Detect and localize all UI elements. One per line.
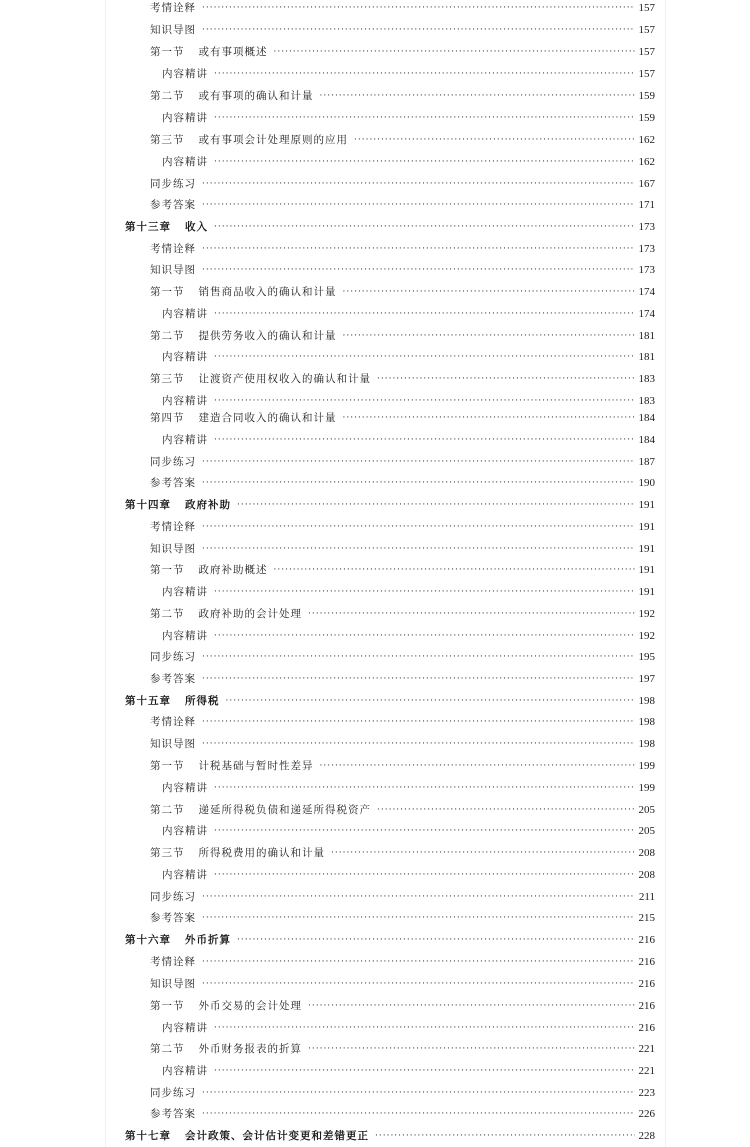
toc-entry-sub[interactable] xyxy=(150,22,655,38)
dot-leader xyxy=(202,0,635,16)
toc-entry-page-number: 192 xyxy=(638,630,655,642)
toc-entry-title: 内容精讲 xyxy=(162,825,208,837)
toc-entry-page-number: 216 xyxy=(638,956,655,968)
toc-entry-page-number: 157 xyxy=(638,68,655,80)
toc-entry-label xyxy=(162,432,214,448)
toc-entry-label xyxy=(150,758,320,774)
toc-entry-title: 内容精讲 xyxy=(162,112,208,124)
toc-entry-section[interactable] xyxy=(150,44,655,60)
toc-entry-label xyxy=(150,845,331,861)
toc-entry-label xyxy=(162,349,214,365)
toc-entry-label xyxy=(150,88,320,104)
dot-leader xyxy=(214,154,635,170)
toc-entry-title: 内容精讲 xyxy=(162,869,208,881)
toc-entry-sub[interactable] xyxy=(150,475,655,491)
dot-leader xyxy=(237,497,635,513)
toc-entry-number: 第十七章 xyxy=(125,1130,171,1142)
dot-leader xyxy=(202,976,635,992)
dot-leader xyxy=(214,867,635,883)
dot-leader xyxy=(274,44,635,60)
toc-entry-page-number: 205 xyxy=(638,804,655,816)
toc-entry-title: 内容精讲 xyxy=(162,586,208,598)
toc-entry-title: 政府补助 xyxy=(185,499,231,511)
toc-entry-number: 第二节 xyxy=(150,90,185,102)
dot-leader xyxy=(214,349,635,365)
toc-entry-title: 递延所得税负债和递延所得税资产 xyxy=(198,804,371,816)
dot-leader xyxy=(202,736,635,752)
toc-entry-label xyxy=(150,910,202,926)
toc-entry-number: 第二节 xyxy=(150,330,185,342)
toc-entry-number: 第二节 xyxy=(150,608,185,620)
toc-entry-content[interactable] xyxy=(162,393,655,409)
toc-entry-title: 同步练习 xyxy=(150,456,196,468)
toc-entry-label xyxy=(150,197,202,213)
toc-entry-title: 考情诠释 xyxy=(150,716,196,728)
toc-entry-content[interactable] xyxy=(162,66,655,82)
toc-entry-sub[interactable] xyxy=(150,889,655,905)
toc-entry-label xyxy=(150,1106,202,1122)
toc-entry-section[interactable] xyxy=(150,284,655,300)
toc-entry-label xyxy=(162,393,214,409)
toc-entry-title: 参考答案 xyxy=(150,673,196,685)
toc-entry-content[interactable] xyxy=(162,867,655,883)
toc-entry-number: 第三节 xyxy=(150,134,185,146)
toc-entry-sub[interactable] xyxy=(150,541,655,557)
dot-leader xyxy=(214,306,635,322)
dot-leader xyxy=(202,910,635,926)
toc-entry-sub[interactable] xyxy=(150,0,655,16)
toc-entry-title: 同步练习 xyxy=(150,651,196,663)
toc-entry-sub[interactable] xyxy=(150,910,655,926)
toc-entry-page-number: 198 xyxy=(638,716,655,728)
toc-entry-title: 同步练习 xyxy=(150,891,196,903)
toc-entry-label xyxy=(150,802,377,818)
toc-entry-title: 或有事项概述 xyxy=(198,46,268,58)
toc-entry-title: 内容精讲 xyxy=(162,68,208,80)
dot-leader xyxy=(202,649,635,665)
dot-leader xyxy=(202,889,635,905)
dot-leader xyxy=(214,1063,635,1079)
toc-entry-page-number: 199 xyxy=(638,760,655,772)
dot-leader xyxy=(202,1085,635,1101)
toc-entry-title: 内容精讲 xyxy=(162,1065,208,1077)
toc-entry-label xyxy=(162,110,214,126)
toc-entry-page-number: 190 xyxy=(638,477,655,489)
toc-entry-page-number: 183 xyxy=(638,373,655,385)
toc-entry-title: 收入 xyxy=(185,221,208,233)
toc-entry-label xyxy=(150,44,274,60)
toc-entry-content[interactable] xyxy=(162,1063,655,1079)
toc-entry-title: 参考答案 xyxy=(150,912,196,924)
toc-entry-label xyxy=(150,262,202,278)
toc-entry-sub[interactable] xyxy=(150,954,655,970)
toc-entry-title: 知识导图 xyxy=(150,738,196,750)
toc-entry-title: 计税基础与暂时性差异 xyxy=(198,760,314,772)
toc-entry-title: 政府补助概述 xyxy=(198,564,268,576)
dot-leader xyxy=(274,562,635,578)
toc-entry-label xyxy=(162,780,214,796)
toc-entry-label xyxy=(125,219,214,235)
dot-leader xyxy=(202,954,635,970)
dot-leader xyxy=(202,197,635,213)
toc-entry-number: 第一节 xyxy=(150,760,185,772)
dot-leader xyxy=(214,780,635,796)
toc-entry-page-number: 195 xyxy=(638,651,655,663)
toc-entry-chapter[interactable] xyxy=(125,932,655,948)
toc-entry-title: 外币交易的会计处理 xyxy=(198,1000,302,1012)
dot-leader xyxy=(343,410,635,426)
toc-entry-label xyxy=(162,66,214,82)
toc-entry-page-number: 198 xyxy=(638,738,655,750)
toc-entry-section[interactable] xyxy=(150,998,655,1014)
toc-entry-number: 第四节 xyxy=(150,412,185,424)
toc-entry-content[interactable] xyxy=(162,628,655,644)
toc-entry-label xyxy=(150,22,202,38)
toc-entry-page-number: 174 xyxy=(638,308,655,320)
toc-entry-section[interactable] xyxy=(150,802,655,818)
dot-leader xyxy=(202,241,635,257)
toc-entry-label xyxy=(162,306,214,322)
toc-entry-section[interactable] xyxy=(150,1041,655,1057)
dot-leader xyxy=(214,110,635,126)
toc-entry-title: 内容精讲 xyxy=(162,1022,208,1034)
toc-entry-label xyxy=(150,976,202,992)
toc-entry-title: 让渡资产使用权收入的确认和计量 xyxy=(198,373,371,385)
toc-entry-page-number: 167 xyxy=(638,178,655,190)
toc-entry-title: 考情诠释 xyxy=(150,243,196,255)
dot-leader xyxy=(202,519,635,535)
toc-entry-section[interactable] xyxy=(150,845,655,861)
toc-entry-page-number: 221 xyxy=(638,1043,655,1055)
toc-entry-title: 内容精讲 xyxy=(162,395,208,407)
toc-entry-label xyxy=(150,475,202,491)
toc-entry-label xyxy=(150,176,202,192)
toc-entry-label xyxy=(162,1063,214,1079)
dot-leader xyxy=(202,1106,635,1122)
toc-entry-label xyxy=(150,410,343,426)
toc-entry-content[interactable] xyxy=(162,432,655,448)
toc-entry-page-number: 174 xyxy=(638,286,655,298)
toc-entry-label xyxy=(162,628,214,644)
toc-entry-page-number: 184 xyxy=(638,434,655,446)
dot-leader xyxy=(214,432,635,448)
toc-entry-label xyxy=(150,454,202,470)
toc-entry-title: 建造合同收入的确认和计量 xyxy=(198,412,337,424)
toc-entry-chapter[interactable] xyxy=(125,1128,655,1144)
dot-leader xyxy=(377,802,635,818)
toc-entry-title: 参考答案 xyxy=(150,1108,196,1120)
toc-entry-title: 内容精讲 xyxy=(162,308,208,320)
toc-entry-page-number: 199 xyxy=(638,782,655,794)
toc-entry-label xyxy=(162,823,214,839)
toc-entry-title: 销售商品收入的确认和计量 xyxy=(198,286,337,298)
toc-entry-number: 第二节 xyxy=(150,1043,185,1055)
toc-entry-title: 内容精讲 xyxy=(162,630,208,642)
toc-entry-label xyxy=(150,371,377,387)
toc-entry-page-number: 191 xyxy=(638,586,655,598)
toc-entry-title: 政府补助的会计处理 xyxy=(198,608,302,620)
toc-entry-page-number: 181 xyxy=(638,330,655,342)
dot-leader xyxy=(214,1020,635,1036)
toc-entry-page-number: 173 xyxy=(638,243,655,255)
toc-entry-section[interactable] xyxy=(150,410,655,426)
toc-entry-content[interactable] xyxy=(162,584,655,600)
toc-entry-content[interactable] xyxy=(162,110,655,126)
toc-entry-title: 考情诠释 xyxy=(150,2,196,14)
toc-entry-page-number: 162 xyxy=(638,134,655,146)
toc-entry-section[interactable] xyxy=(150,562,655,578)
toc-entry-label xyxy=(150,328,343,344)
toc-entry-title: 知识导图 xyxy=(150,543,196,555)
toc-entry-page-number: 211 xyxy=(638,891,655,903)
toc-entry-sub[interactable] xyxy=(150,176,655,192)
toc-entry-title: 考情诠释 xyxy=(150,521,196,533)
dot-leader xyxy=(320,88,635,104)
toc-entry-page-number: 173 xyxy=(638,221,655,233)
toc-entry-title: 考情诠释 xyxy=(150,956,196,968)
toc-entry-content[interactable] xyxy=(162,349,655,365)
toc-entry-page-number: 159 xyxy=(638,90,655,102)
toc-entry-content[interactable] xyxy=(162,1020,655,1036)
dot-leader xyxy=(202,454,635,470)
toc-entry-page-number: 173 xyxy=(638,264,655,276)
dot-leader xyxy=(202,541,635,557)
toc-entry-label xyxy=(150,606,308,622)
toc-entry-title: 同步练习 xyxy=(150,1087,196,1099)
toc-entry-label xyxy=(162,867,214,883)
toc-entry-content[interactable] xyxy=(162,306,655,322)
toc-entry-page-number: 223 xyxy=(638,1087,655,1099)
toc-entry-page-number: 171 xyxy=(638,199,655,211)
toc-entry-label xyxy=(150,1041,308,1057)
toc-entry-label xyxy=(125,932,237,948)
toc-entry-content[interactable] xyxy=(162,154,655,170)
toc-entry-content[interactable] xyxy=(162,780,655,796)
toc-entry-page-number: 205 xyxy=(638,825,655,837)
toc-entry-page-number: 191 xyxy=(638,564,655,576)
toc-entry-number: 第十五章 xyxy=(125,695,171,707)
toc-entry-page-number: 208 xyxy=(638,847,655,859)
toc-entry-number: 第一节 xyxy=(150,286,185,298)
toc-entry-title: 知识导图 xyxy=(150,24,196,36)
toc-entry-label xyxy=(150,889,202,905)
toc-entry-sub[interactable] xyxy=(150,454,655,470)
dot-leader xyxy=(214,66,635,82)
toc-entry-label xyxy=(150,562,274,578)
toc-entry-label xyxy=(150,541,202,557)
toc-entry-title: 同步练习 xyxy=(150,178,196,190)
toc-entry-label xyxy=(150,998,308,1014)
toc-entry-label xyxy=(125,1128,375,1144)
toc-entry-page-number: 187 xyxy=(638,456,655,468)
toc-entry-title: 内容精讲 xyxy=(162,156,208,168)
toc-entry-section[interactable] xyxy=(150,371,655,387)
toc-entry-section[interactable] xyxy=(150,132,655,148)
toc-entry-page-number: 191 xyxy=(638,543,655,555)
dot-leader xyxy=(214,219,635,235)
toc-entry-page-number: 216 xyxy=(638,978,655,990)
toc-entry-number: 第一节 xyxy=(150,1000,185,1012)
toc-entry-number: 第十六章 xyxy=(125,934,171,946)
toc-entry-page-number: 183 xyxy=(638,395,655,407)
toc-entry-page-number: 221 xyxy=(638,1065,655,1077)
toc-entry-number: 第三节 xyxy=(150,373,185,385)
toc-entry-label xyxy=(150,954,202,970)
toc-entry-page-number: 191 xyxy=(638,521,655,533)
toc-entry-page-number: 162 xyxy=(638,156,655,168)
toc-entry-label xyxy=(150,714,202,730)
toc-entry-title: 或有事项会计处理原则的应用 xyxy=(198,134,348,146)
dot-leader xyxy=(308,998,635,1014)
page-edge-right xyxy=(665,0,666,1147)
dot-leader xyxy=(202,176,635,192)
toc-entry-page-number: 228 xyxy=(638,1130,655,1142)
toc-entry-chapter[interactable] xyxy=(125,219,655,235)
toc-entry-label xyxy=(125,693,226,709)
toc-entry-number: 第二节 xyxy=(150,804,185,816)
toc-entry-label xyxy=(150,284,343,300)
dot-leader xyxy=(354,132,635,148)
toc-entry-page-number: 216 xyxy=(638,1022,655,1034)
dot-leader xyxy=(202,22,635,38)
toc-entry-title: 所得税 xyxy=(185,695,220,707)
toc-entry-number: 第一节 xyxy=(150,46,185,58)
toc-entry-page-number: 157 xyxy=(638,46,655,58)
toc-entry-sub[interactable] xyxy=(150,976,655,992)
toc-entry-sub[interactable] xyxy=(150,649,655,665)
toc-entry-label xyxy=(162,584,214,600)
toc-entry-content[interactable] xyxy=(162,823,655,839)
toc-entry-label xyxy=(150,519,202,535)
toc-entry-page-number: 191 xyxy=(638,499,655,511)
toc-entry-label xyxy=(150,671,202,687)
toc-entry-number: 第三节 xyxy=(150,847,185,859)
dot-leader xyxy=(214,393,635,409)
toc-entry-chapter[interactable] xyxy=(125,693,655,709)
dot-leader xyxy=(343,284,635,300)
toc-entry-title: 或有事项的确认和计量 xyxy=(198,90,314,102)
toc-entry-page-number: 208 xyxy=(638,869,655,881)
dot-leader xyxy=(375,1128,635,1144)
toc-entry-title: 内容精讲 xyxy=(162,351,208,363)
toc-entry-page-number: 215 xyxy=(638,912,655,924)
toc-entry-number: 第十三章 xyxy=(125,221,171,233)
toc-entry-label xyxy=(125,497,237,513)
toc-entry-page-number: 226 xyxy=(638,1108,655,1120)
toc-entry-page-number: 157 xyxy=(638,24,655,36)
toc-entry-page-number: 184 xyxy=(638,412,655,424)
toc-entry-sub[interactable] xyxy=(150,736,655,752)
toc-entry-title: 外币财务报表的折算 xyxy=(198,1043,302,1055)
dot-leader xyxy=(214,628,635,644)
toc-entry-page-number: 157 xyxy=(638,2,655,14)
toc-entry-label xyxy=(162,1020,214,1036)
toc-entry-sub[interactable] xyxy=(150,714,655,730)
toc-entry-sub[interactable] xyxy=(150,197,655,213)
toc-entry-page-number: 197 xyxy=(638,673,655,685)
toc-entry-sub[interactable] xyxy=(150,262,655,278)
dot-leader xyxy=(202,714,635,730)
toc-entry-page-number: 216 xyxy=(638,1000,655,1012)
toc-entry-title: 参考答案 xyxy=(150,477,196,489)
toc-entry-sub[interactable] xyxy=(150,671,655,687)
toc-entry-label xyxy=(150,736,202,752)
toc-entry-title: 所得税费用的确认和计量 xyxy=(198,847,325,859)
dot-leader xyxy=(320,758,635,774)
toc-entry-title: 参考答案 xyxy=(150,199,196,211)
dot-leader xyxy=(343,328,635,344)
toc-entry-sub[interactable] xyxy=(150,1085,655,1101)
dot-leader xyxy=(331,845,635,861)
toc-entry-title: 内容精讲 xyxy=(162,782,208,794)
toc-entry-sub[interactable] xyxy=(150,241,655,257)
toc-entry-section[interactable] xyxy=(150,328,655,344)
toc-entry-title: 内容精讲 xyxy=(162,434,208,446)
page-edge-left xyxy=(105,0,106,1147)
toc-entry-page-number: 192 xyxy=(638,608,655,620)
toc-entry-label xyxy=(150,241,202,257)
toc-entry-label xyxy=(162,154,214,170)
dot-leader xyxy=(214,584,635,600)
dot-leader xyxy=(202,262,635,278)
toc-entry-page-number: 181 xyxy=(638,351,655,363)
toc-entry-title: 外币折算 xyxy=(185,934,231,946)
toc-entry-chapter[interactable] xyxy=(125,497,655,513)
toc-entry-section[interactable] xyxy=(150,758,655,774)
dot-leader xyxy=(308,606,635,622)
toc-entry-number: 第十四章 xyxy=(125,499,171,511)
toc-entry-title: 知识导图 xyxy=(150,978,196,990)
toc-entry-page-number: 198 xyxy=(638,695,655,707)
toc-entry-page-number: 159 xyxy=(638,112,655,124)
toc-entry-sub[interactable] xyxy=(150,1106,655,1122)
toc-entry-label xyxy=(150,0,202,16)
toc-entry-title: 会计政策、会计估计变更和差错更正 xyxy=(185,1130,369,1142)
dot-leader xyxy=(214,823,635,839)
toc-entry-section[interactable] xyxy=(150,88,655,104)
toc-entry-page-number: 216 xyxy=(638,934,655,946)
toc-entry-sub[interactable] xyxy=(150,519,655,535)
dot-leader xyxy=(377,371,635,387)
toc-entry-label xyxy=(150,649,202,665)
toc-entry-label xyxy=(150,1085,202,1101)
dot-leader xyxy=(226,693,635,709)
toc-entry-section[interactable] xyxy=(150,606,655,622)
toc-entry-number: 第一节 xyxy=(150,564,185,576)
dot-leader xyxy=(308,1041,635,1057)
dot-leader xyxy=(202,671,635,687)
toc-entry-title: 提供劳务收入的确认和计量 xyxy=(198,330,337,342)
dot-leader xyxy=(202,475,635,491)
toc-entry-title: 知识导图 xyxy=(150,264,196,276)
dot-leader xyxy=(237,932,635,948)
toc-entry-label xyxy=(150,132,354,148)
